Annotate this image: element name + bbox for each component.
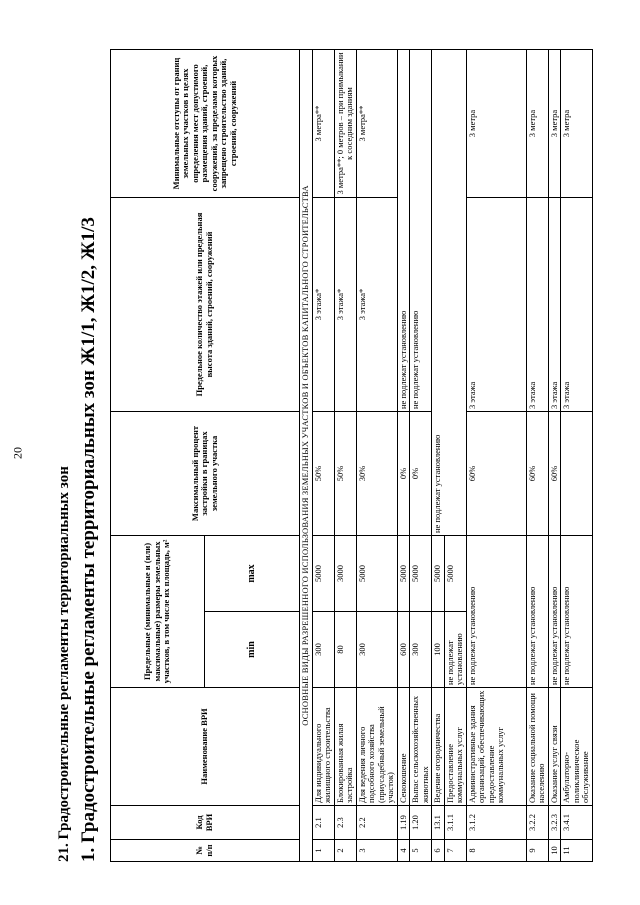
row-num: 2 xyxy=(334,840,356,862)
header-num: № п/п xyxy=(111,840,300,862)
row-code: 3.1.2 xyxy=(466,806,526,840)
row-percent: 30% xyxy=(356,412,397,536)
row-min: 100 xyxy=(432,612,445,688)
row-name: Для индивидуального жилищного строительства xyxy=(312,688,334,806)
row-max: 5000 xyxy=(444,536,466,612)
subsection-title: 1. Градостроительные регламенты территориальных зон Ж1/1, Ж1/2, Ж1/3 xyxy=(78,217,99,862)
row-code: 1.19 xyxy=(397,806,410,840)
row-max: 5000 xyxy=(397,536,410,612)
header-setback: Минимальные отступы от границ земельных участков в целях определения мест допустимого размещения зданий, строений, сооружений, за пределами которых запрещено строительство зданий, строений, сооружений xyxy=(111,50,300,198)
row-setback: 3 метра xyxy=(548,50,561,198)
row-min: 300 xyxy=(410,612,432,688)
table-row xyxy=(356,50,397,862)
row-floors: 3 этажа xyxy=(561,198,593,412)
row-max: 5000 xyxy=(356,536,397,612)
row-percent: 50% xyxy=(334,412,356,536)
regulations-table xyxy=(110,49,593,862)
row-code: 2.2 xyxy=(356,806,397,840)
section-title-cell: ОСНОВНЫЕ ВИДЫ РАЗРЕШЕННОГО ИСПОЛЬЗОВАНИЯ ЗЕМЕЛЬНЫХ УЧАСТКОВ И ОБЪЕКТОВ КАПИТАЛЬНОГО СТРОИТЕЛЬСТВА xyxy=(300,50,313,862)
header-max: max xyxy=(205,536,300,612)
table-row xyxy=(561,50,593,862)
titles-block xyxy=(52,50,108,862)
row-max: 5000 xyxy=(312,536,334,612)
header-floors: Предельное количество этажей или предельная высота зданий, строений, сооружений xyxy=(111,198,300,412)
row-size-merged: не подлежат установлению xyxy=(548,536,561,688)
row-name: Ведение огородничества xyxy=(432,688,445,806)
header-row xyxy=(111,50,205,862)
row-name: Сенокошение xyxy=(397,688,410,806)
table-row xyxy=(410,50,432,862)
row-min: 80 xyxy=(334,612,356,688)
row-setback: 3 метра**; 0 метров – при примыкании к соседним зданиям xyxy=(334,50,356,198)
header-percent: Максимальный процент застройки в границах земельного участка xyxy=(111,412,300,536)
row-size-merged: не подлежат установлению xyxy=(526,536,548,688)
section-row xyxy=(300,50,313,862)
table-row xyxy=(432,50,445,862)
row-percent: 60% xyxy=(526,412,548,536)
row-min: 300 xyxy=(356,612,397,688)
row-setback: 3 метра xyxy=(466,50,526,198)
row-num: 6 xyxy=(432,840,445,862)
header-name: Наименование ВРИ xyxy=(111,688,300,806)
row-max: 5000 xyxy=(432,536,445,612)
row-name: Блокированная жилая застройка xyxy=(334,688,356,806)
row-num: 11 xyxy=(561,840,593,862)
row-percent xyxy=(561,412,593,536)
row-code: 3.2.2 xyxy=(526,806,548,840)
row-num: 4 xyxy=(397,840,410,862)
row-max: 3000 xyxy=(334,536,356,612)
row-setback: 3 метра xyxy=(561,50,593,198)
row-num: 7 xyxy=(444,840,466,862)
row-num: 10 xyxy=(548,840,561,862)
row-name: Административные здания организаций, обеспечивающих предоставление коммунальных услуг xyxy=(466,688,526,806)
section-title: 21. Градостроительные регламенты территориальных зон xyxy=(56,466,72,862)
table-row xyxy=(334,50,356,862)
row-min: 300 xyxy=(312,612,334,688)
row-floors-setback-merged: не подлежат установлению xyxy=(397,50,410,412)
row-setback: 3 метра** xyxy=(312,50,334,198)
row-num: 8 xyxy=(466,840,526,862)
row-name: Амбулаторно-поликлиническое обслуживание xyxy=(561,688,593,806)
row-percent: 60% xyxy=(466,412,526,536)
row-floors: 3 этажа* xyxy=(356,198,397,412)
row-min: 600 xyxy=(397,612,410,688)
row-code: 2.1 xyxy=(312,806,334,840)
row-num: 3 xyxy=(356,840,397,862)
row-size-merged: не подлежат установлению xyxy=(561,536,593,688)
row-percent-floors-setback-merged: не подлежат установлению xyxy=(432,50,467,536)
row-name: Оказание услуг связи xyxy=(548,688,561,806)
row-percent: 0% xyxy=(410,412,432,536)
row-setback: 3 метра** xyxy=(356,50,397,198)
row-name: Оказание социальной помощи населению xyxy=(526,688,548,806)
row-size-merged: не подлежат установлению xyxy=(466,536,526,688)
row-num: 1 xyxy=(312,840,334,862)
row-percent: 60% xyxy=(548,412,561,536)
table-row xyxy=(466,50,526,862)
row-setback: 3 метра xyxy=(526,50,548,198)
table-row xyxy=(397,50,410,862)
header-min: min xyxy=(205,612,300,688)
row-code: 3.2.3 xyxy=(548,806,561,840)
row-name: Для ведения личного подсобного хозяйства (приусадебный земельный участок) xyxy=(356,688,397,806)
row-code: 13.1 xyxy=(432,806,445,840)
header-sizes: Предельные (минимальные и (или) максимальные) размеры земельных участков, в том числе их площадь, м² xyxy=(111,536,205,688)
row-percent: 50% xyxy=(312,412,334,536)
page-number: 20 xyxy=(10,447,25,459)
row-min: не подлежат установлению xyxy=(444,612,466,688)
row-num: 5 xyxy=(410,840,432,862)
row-code: 2.3 xyxy=(334,806,356,840)
row-name: Предоставление коммунальных услуг xyxy=(444,688,466,806)
row-percent: 0% xyxy=(397,412,410,536)
row-num: 9 xyxy=(526,840,548,862)
table-row xyxy=(548,50,561,862)
rotated-page-content xyxy=(52,50,591,862)
table-row xyxy=(312,50,334,862)
row-floors: 3 этажа* xyxy=(334,198,356,412)
row-floors: 3 этажа xyxy=(526,198,548,412)
row-code: 3.1.1 xyxy=(444,806,466,840)
row-floors-setback-merged: не подлежат установлению xyxy=(410,50,432,412)
table-row xyxy=(526,50,548,862)
row-floors: 3 этажа* xyxy=(312,198,334,412)
row-floors: 3 этажа xyxy=(466,198,526,412)
row-code: 3.4.1 xyxy=(561,806,593,840)
row-max: 5000 xyxy=(410,536,432,612)
header-code: Код ВРИ xyxy=(111,806,300,840)
row-name: Выпас сельскохозяйственных животных xyxy=(410,688,432,806)
row-floors: 3 этажа xyxy=(548,198,561,412)
row-code: 1.20 xyxy=(410,806,432,840)
